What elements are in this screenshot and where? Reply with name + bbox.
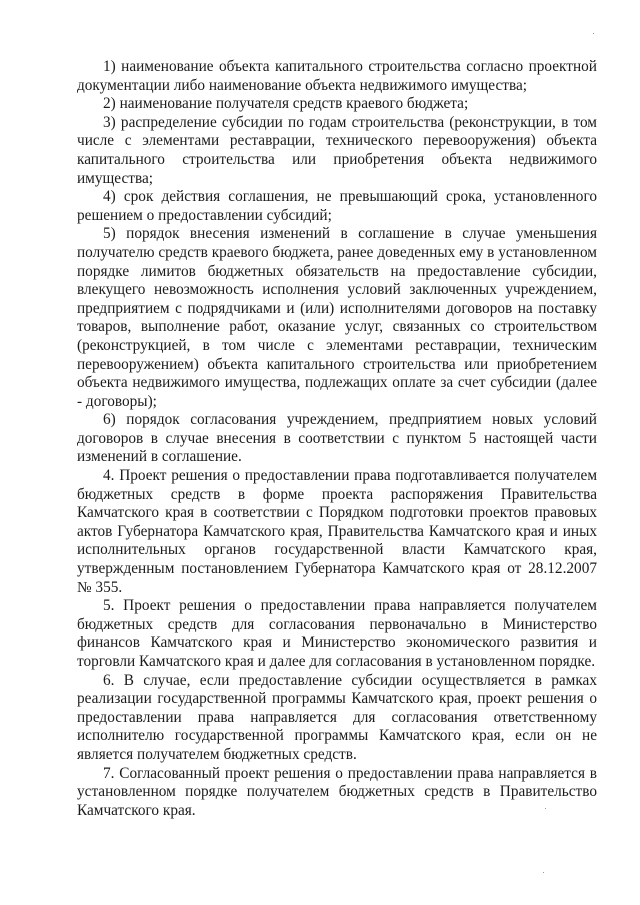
scan-speck — [593, 33, 594, 34]
paragraph-item-4: 4) срок действия соглашения, не превышающий срока, установленного решением о предоставлении субсидий; — [77, 188, 597, 224]
paragraph-item-5: 5) порядок внесения изменений в соглашение в случае уменьшения получателю средств краевого бюджета, ранее доведенных ему в установленном порядке лимитов бюджетных обязательств на предоставление субсидии, влекущего невозможность исполнения условий заключенных учреждением, предприятием с подрядчиками и (или) исполнителями договоров на поставку товаров, выполнение работ, оказание услуг, связанных со строительством (реконструкцией, в том числе с элементами реставрации, техническим перевооружением) объекта капитального строительства или приобретением объекта недвижимого имущества, подлежащих оплате за счет субсидии (далее - договоры); — [77, 225, 597, 410]
paragraph-section-4: 4. Проект решения о предоставлении права подготавливается получателем бюджетных средств в форме проекта распоряжения Правительства Камчатского края в соответствии с Порядком подготовки проектов правовых актов Губернатора Камчатского края, Правительства Камчатского края и иных исполнительных органов государственной власти Камчатского края, утвержденным постановлением Губернатора Камчатского края от 28.12.2007 № 355. — [77, 467, 597, 596]
paragraph-item-6: 6) порядок согласования учреждением, предприятием новых условий договоров в случае внесения в соответствии с пунктом 5 настоящей части изменений в соглашение. — [77, 411, 597, 466]
scan-speck — [543, 872, 544, 873]
scan-speck — [545, 808, 546, 809]
paragraph-item-1: 1) наименование объекта капитального строительства согласно проектной документации либо наименование объекта недвижимого имущества; — [77, 58, 597, 94]
paragraph-item-3: 3) распределение субсидии по годам строительства (реконструкции, в том числе с элементами реставрации, технического перевооружения) объекта капитального строительства или приобретения объекта недвижимого имущества; — [77, 113, 597, 187]
document-body — [77, 58, 597, 820]
paragraph-section-6: 6. В случае, если предоставление субсидии осуществляется в рамках реализации государственной программы Камчатского края, проект решения о предоставлении права направляется для согласования ответственному исполнителю государственной программы Камчатского края, если он не является получателем бюджетных средств. — [77, 671, 597, 763]
paragraph-item-2: 2) наименование получателя средств краевого бюджета; — [103, 95, 469, 113]
paragraph-section-7: 7. Согласованный проект решения о предоставлении права направляется в установленном порядке получателем бюджетных средств в Правительство Камчатского края. — [77, 764, 597, 819]
paragraph-section-5: 5. Проект решения о предоставлении права направляется получателем бюджетных средств для согласования первоначально в Министерство финансов Камчатского края и Министерство экономического развития и торговли Камчатского края и далее для согласования в установленном порядке. — [77, 597, 597, 670]
